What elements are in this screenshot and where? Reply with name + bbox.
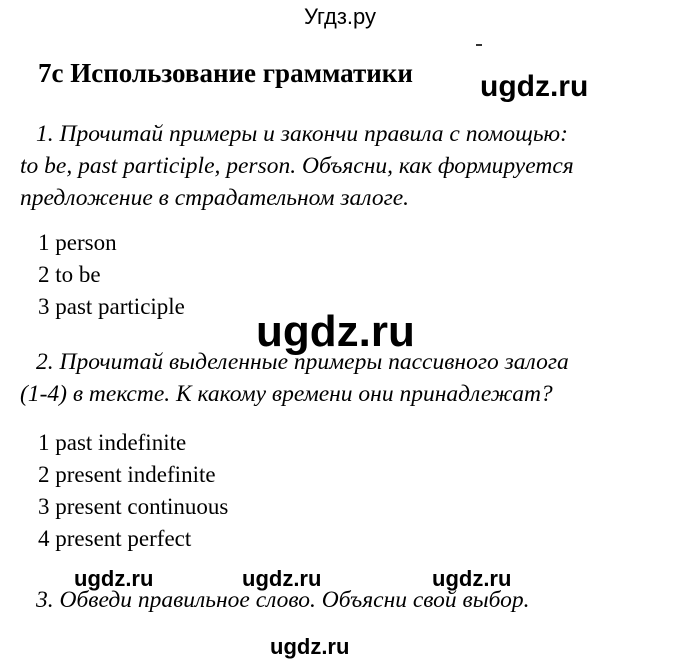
task1-answer-3: 3 past participle [38,294,185,319]
watermark-small-2: ugdz.ru [242,566,322,591]
task1-line1: 1. Прочитай примеры и закончи правила с помощью: [36,121,568,147]
task2-line1: 2. Прочитай выделенные примеры пассивного залога [36,349,569,375]
watermark-center: ugdz.ru [256,307,415,356]
task1-line2: to be, past participle, person. Объясни, как формируется [20,153,574,179]
watermark-bottom: ugdz.ru [270,634,350,659]
task2-line2: (1-4) в тексте. К какому времени они принадлежат? [20,381,553,407]
site-header: Угдз.ру [303,4,377,29]
watermark-title: ugdz.ru [480,70,589,103]
task3-instructions [20,584,670,616]
task2-instructions [20,346,670,410]
task2-answer-3: 3 present continuous [38,494,229,519]
watermark-small-1: ugdz.ru [74,566,154,591]
task1-answer-2: 2 to be [38,262,101,287]
task1-answer-1: 1 person [38,230,117,255]
task2-answer-4: 4 present perfect [38,526,192,551]
section-title: 7c Использование грамматики [38,58,413,88]
task2-answer-1: 1 past indefinite [38,430,187,455]
task2-answer-2: 2 present indefinite [38,462,216,487]
watermark-small-3: ugdz.ru [432,566,512,591]
task1-line3: предложение в страдательном залоге. [20,185,410,211]
scan-speck [476,44,482,46]
task1-instructions [20,118,670,214]
task3-line1: 3. Обведи правильное слово. Объясни свой выбор. [36,587,530,613]
